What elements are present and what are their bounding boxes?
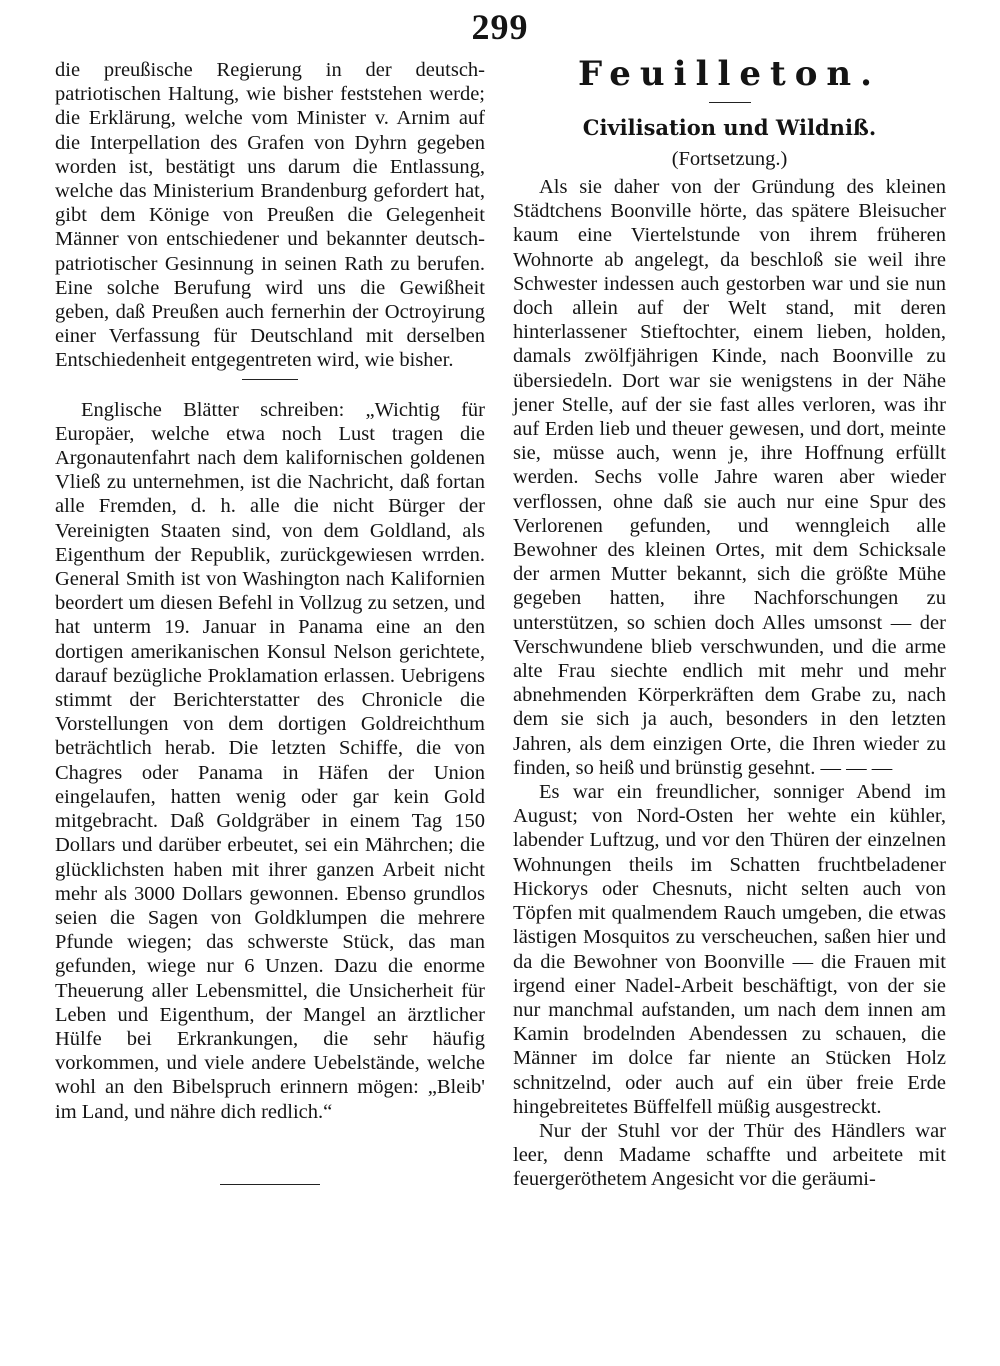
article-title: Civilisation und Wildniß.	[582, 115, 877, 140]
left-paragraph-1: die preußische Regierung in der deutsch-patriotischen Haltung, wie bisher feststehen werde; die Erklärung, welche vom Minister v. Arnim auf die Interpellation des Grafen von Dyhrn gegeben worden ist, bestätigt uns darum die Entlassung, welche das Ministerium Brandenburg gefordert hat, gibt dem Könige von Preußen die Gelegenheit Männer von entschiedener und bekannter deutsch-patriotischer Gesinnung in seinen Rath zu berufen. Eine solche Berufung wird uns die Gewißheit geben, daß Preußen auch fernerhin der Octroyirung einer Verfassung für Deutschland mit derselben Entschiedenheit entgegentreten wird, wie bisher.	[55, 59, 485, 372]
left-column	[55, 58, 485, 1185]
left-paragraph-2: Englische Blätter schreiben: „Wichtig für Europäer, welche etwa noch Lust tragen die Argonautenfahrt nach dem kalifornischen goldenen Vließ zu unternehmen, ist die Nachricht, daß fortan alle Fremden, d. h. alle die nicht Bürger der Vereinigten Staaten sind, von dem Goldland, als Eigenthum der Republik, zurückgewiesen wrrden. General Smith ist von Washington nach Kalifornien beordert um diesen Befehl in Vollzug zu setzen, und hat unterm 19. Januar in Panama eine an den dortigen amerikanischen Konsul Nelson gerichtete, darauf bezügliche Proklamation erlassen. Uebrigens stimmt der Berichterstatter des Chronicle die Vorstellungen von dem dortigen Goldreichthum beträchtlich herab. Die letzten Schiffe, die von Chagres oder Panama in Häfen der Union eingelaufen, hatten wenig oder gar kein Gold mitgebracht. Daß Goldgräber in einem Tag 150 Dollars und darüber erbeutet, sei ein Mährchen; die glücklichsten haben mit ihrer ganzen Arbeit nicht mehr als 3000 Dollars gewonnen. Ebenso grundlos seien die Sagen von Goldklumpen die mehrere Pfunde wiegen; das schwerste Stück, das man gefunden, wiege nur 6 Unzen. Dazu die enorme Theuerung aller Lebensmittel, die Unsicherheit für Leben und Eigenthum, der Mangel an ärztlicher Hülfe bei Erkrankungen, die sehr häufig vorkommen, und viele andere Uebelstände, welche wohl an den Bibelspruch erinnern mögen: „Bleib' im Land, und nähre dich redlich.“	[55, 398, 485, 1123]
article-subtitle: (Fortsetzung.)	[671, 148, 788, 170]
right-paragraph-3: Nur der Stuhl vor der Thür des Händlers war leer, denn Madame schaffte und arbeitete mit feuergeröthetem Angesicht vor die geräumi-	[513, 1119, 946, 1191]
feuilleton-heading: Feuilleton.	[578, 54, 881, 94]
column-end-rule	[220, 1184, 320, 1185]
right-paragraph-2: Es war ein freundlicher, sonniger Abend im August; von Nord-Osten her wehte ein kühler, labender Luftzug, und vor den Thüren der einzelnen Wohnungen theils im Schatten fruchtbeladener Hickorys oder Chesnuts, nicht selten auch von Töpfen mit qualmendem Rauch umgeben, die etwas lästigen Mosquitos zu verscheuchen, saßen hier und da die Bewohner von Boonville — die Frauen mit irgend einer Nadel-Arbeit beschäftigt, von der sie nur manchmal aufstanden, um nach dem innen am Kamin brodelnden Abendessen zu schauen, die Männer im dolce far niente an Stücken Holz schnitzelnd, oder auch auf ein über freie Erde hingebreitetes Büffelfell müßig ausgestreckt.	[513, 781, 946, 1118]
right-column	[513, 54, 946, 1192]
heading-divider	[709, 102, 751, 103]
right-paragraph-1: Als sie daher von der Gründung des kleinen Städtchens Boonville hörte, das spätere Bleisucher kaum eine Viertelstunde von ihrem früheren Wohnorte ab angelegt, da beschloß sie weil ihre Schwester indessen auch gestorben war und sie nun doch allein auf der Welt stand, mit deren hinterlassener Stieftochter, einem lieben, holden, damals zwölfjährigen Kinde, nach Boonville zu übersiedeln. Dort war sie wenigstens in der Nähe jener Stelle, auf der sie fast alles verloren, was ihr auf Erden lieb und theuer gewesen, und dort, meinte sie, müsse auch, wenn je, ihre Hoffnung erfüllt werden. Sechs volle Jahre waren aber wieder verflossen, ohne daß sie auch nur eine Spur des Verlorenen gefunden, und wenngleich alle Bewohner des kleinen Ortes, mit dem Schicksale der armen Mutter bekannt, sich die größte Mühe gegeben hatten, ihre Nachforschungen zu unterstützen, so schien doch Alles umsonst — der Verschwundene blieb verschwunden, und die arme alte Frau siechte endlich mit mehr und mehr abnehmenden Körperkräften dem Grabe zu, nach dem sie sich ja auch, besonders in den letzten Jahren, als dem einzigen Orte, die Ihren wieder zu finden, so heiß und brünstig gesehnt. — — —	[513, 176, 946, 779]
page-number: 299	[471, 7, 529, 47]
section-divider	[242, 379, 298, 380]
